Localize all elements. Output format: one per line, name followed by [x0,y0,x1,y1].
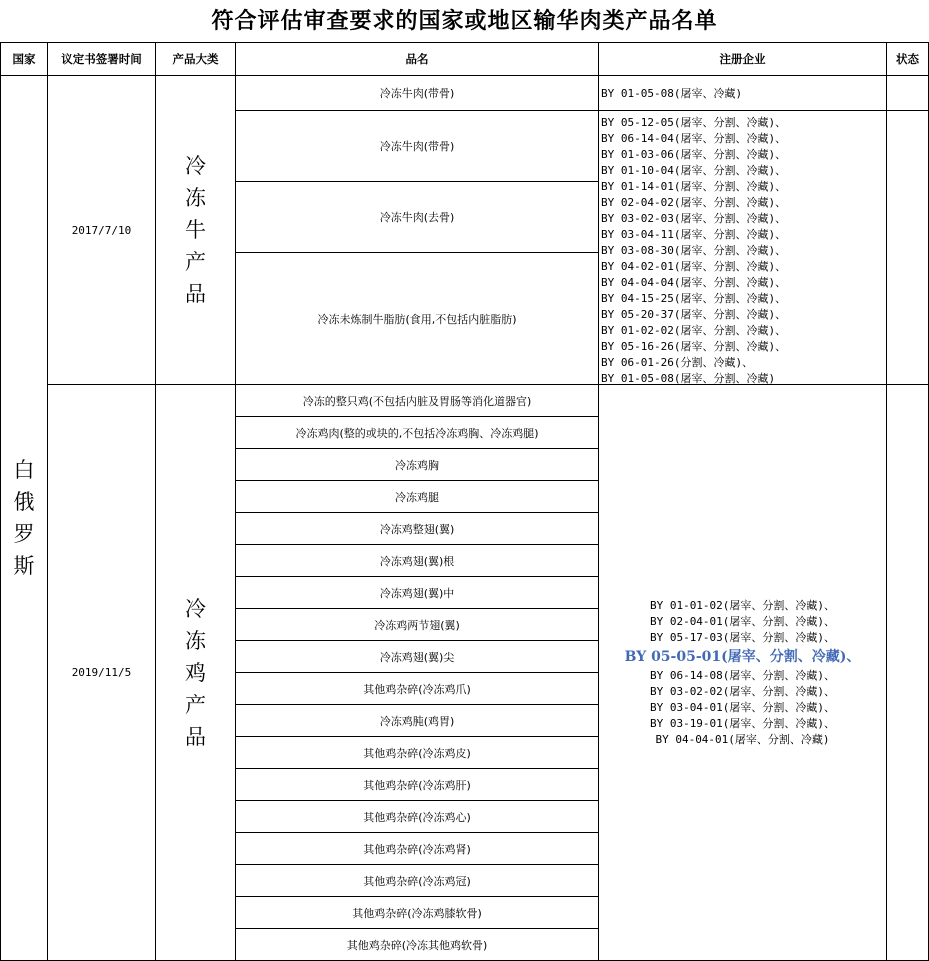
chicken-product: 其他鸡杂碎(冷冻鸡心) [235,800,599,833]
chicken-product: 其他鸡杂碎(冷冻鸡肾) [235,832,599,865]
enterprise-entry: BY 05-20-37(屠宰、分割、冷藏)、 [601,308,787,321]
chicken-category-char: 鸡 [185,660,206,685]
country-char: 俄 [13,490,35,514]
country-char: 斯 [13,554,35,578]
beef-category-char: 品 [185,282,206,306]
chicken-product: 其他鸡杂碎(冷冻其他鸡软骨) [235,928,599,961]
chicken-product: 其他鸡杂碎(冷冻鸡皮) [235,736,599,769]
enterprise-entry: BY 04-04-04(屠宰、分割、冷藏)、 [601,276,787,289]
enterprise-entry: BY 01-02-02(屠宰、分割、冷藏)、 [601,324,787,337]
enterprise-entry: BY 03-02-02(屠宰、分割、冷藏)、 [649,684,836,698]
chicken-product: 冷冻鸡肉(整的或块的,不包括冷冻鸡胸、冷冻鸡腿) [235,416,599,449]
beef-category-char: 冷 [185,154,206,178]
chicken-status [886,384,929,961]
country-char: 白 [13,458,35,482]
header-product: 品名 [235,42,599,76]
enterprise-entry: BY 02-04-02(屠宰、分割、冷藏)、 [601,196,787,209]
beef-category-char: 冻 [185,186,206,210]
beef-date: 2017/7/10 [47,75,156,385]
enterprise-entry: BY 06-14-04(屠宰、分割、冷藏)、 [601,132,787,145]
beef-enterprise-first: BY 01-05-08(屠宰、冷藏) [598,75,887,111]
enterprise-entry-highlighted: BY 05-05-01(屠宰、分割、冷藏)、 [624,648,861,665]
header-date: 议定书签署时间 [47,42,156,76]
enterprise-entry: BY 02-04-01(屠宰、分割、冷藏)、 [649,614,836,628]
chicken-category-char: 产 [185,692,206,717]
enterprise-entry: BY 01-14-01(屠宰、分割、冷藏)、 [601,180,787,193]
header-category: 产品大类 [155,42,236,76]
enterprise-entry: BY 03-04-01(屠宰、分割、冷藏)、 [649,700,836,714]
header-enterprise: 注册企业 [598,42,887,76]
chicken-product: 冷冻鸡胸 [235,448,599,481]
enterprise-entry: BY 06-01-26(分割、冷藏)、 [601,356,754,369]
chicken-product: 其他鸡杂碎(冷冻鸡肝) [235,768,599,801]
enterprise-entry: BY 03-08-30(屠宰、分割、冷藏)、 [601,244,787,257]
chicken-product: 冷冻鸡整翅(翼) [235,512,599,545]
chicken-product: 冷冻鸡两节翅(翼) [235,608,599,641]
beef-product: 冷冻牛肉(带骨) [235,75,599,111]
chicken-category [155,384,236,961]
page-title: 符合评估审查要求的国家或地区输华肉类产品名单 [211,8,718,34]
chicken-enterprise-list [598,384,887,961]
enterprise-entry: BY 05-16-26(屠宰、分割、冷藏)、 [601,340,787,353]
country-cell [0,75,48,961]
chicken-product: 其他鸡杂碎(冷冻鸡冠) [235,864,599,897]
chicken-category-char: 冷 [185,596,206,621]
beef-category [155,75,236,385]
beef-category-char: 产 [185,250,206,274]
enterprise-entry: BY 01-10-04(屠宰、分割、冷藏)、 [601,164,787,177]
chicken-product: 冷冻鸡腿 [235,480,599,513]
chicken-product: 冷冻鸡肫(鸡胃) [235,704,599,737]
country-char: 罗 [13,522,35,546]
beef-category-char: 牛 [185,218,206,242]
enterprise-entry: BY 06-14-08(屠宰、分割、冷藏)、 [649,668,836,682]
enterprise-entry: BY 04-04-01(屠宰、分割、冷藏) [655,732,830,746]
beef-product: 冷冻未炼制牛脂肪(食用,不包括内脏脂肪) [235,252,599,385]
chicken-product: 冷冻的整只鸡(不包括内脏及胃肠等消化道器官) [235,384,599,417]
header-status: 状态 [886,42,929,76]
enterprise-entry: BY 03-02-03(屠宰、分割、冷藏)、 [601,212,787,225]
beef-enterprise-list [598,110,887,385]
beef-product: 冷冻牛肉(带骨) [235,110,599,182]
beef-product: 冷冻牛肉(去骨) [235,181,599,253]
chicken-product: 冷冻鸡翅(翼)根 [235,544,599,577]
enterprise-entry: BY 04-02-01(屠宰、分割、冷藏)、 [601,260,787,273]
enterprise-entry: BY 03-04-11(屠宰、分割、冷藏)、 [601,228,787,241]
enterprise-entry: BY 03-19-01(屠宰、分割、冷藏)、 [649,716,836,730]
header-country: 国家 [0,42,48,76]
enterprise-entry: BY 01-05-08(屠宰、分割、冷藏) [601,372,776,385]
enterprise-entry: BY 05-17-03(屠宰、分割、冷藏)、 [649,630,836,644]
enterprise-entry: BY 01-01-02(屠宰、分割、冷藏)、 [649,598,836,612]
chicken-product: 其他鸡杂碎(冷冻鸡爪) [235,672,599,705]
chicken-date: 2019/11/5 [47,384,156,961]
chicken-category-char: 冻 [185,628,206,653]
chicken-product: 其他鸡杂碎(冷冻鸡膝软骨) [235,896,599,929]
enterprise-entry: BY 05-12-05(屠宰、分割、冷藏)、 [601,116,787,129]
enterprise-entry: BY 04-15-25(屠宰、分割、冷藏)、 [601,292,787,305]
enterprise-entry: BY 01-03-06(屠宰、分割、冷藏)、 [601,148,787,161]
beef-status-1 [886,75,929,111]
chicken-category-char: 品 [185,724,206,749]
chicken-product: 冷冻鸡翅(翼)中 [235,576,599,609]
beef-status-2 [886,110,929,385]
chicken-product: 冷冻鸡翅(翼)尖 [235,640,599,673]
